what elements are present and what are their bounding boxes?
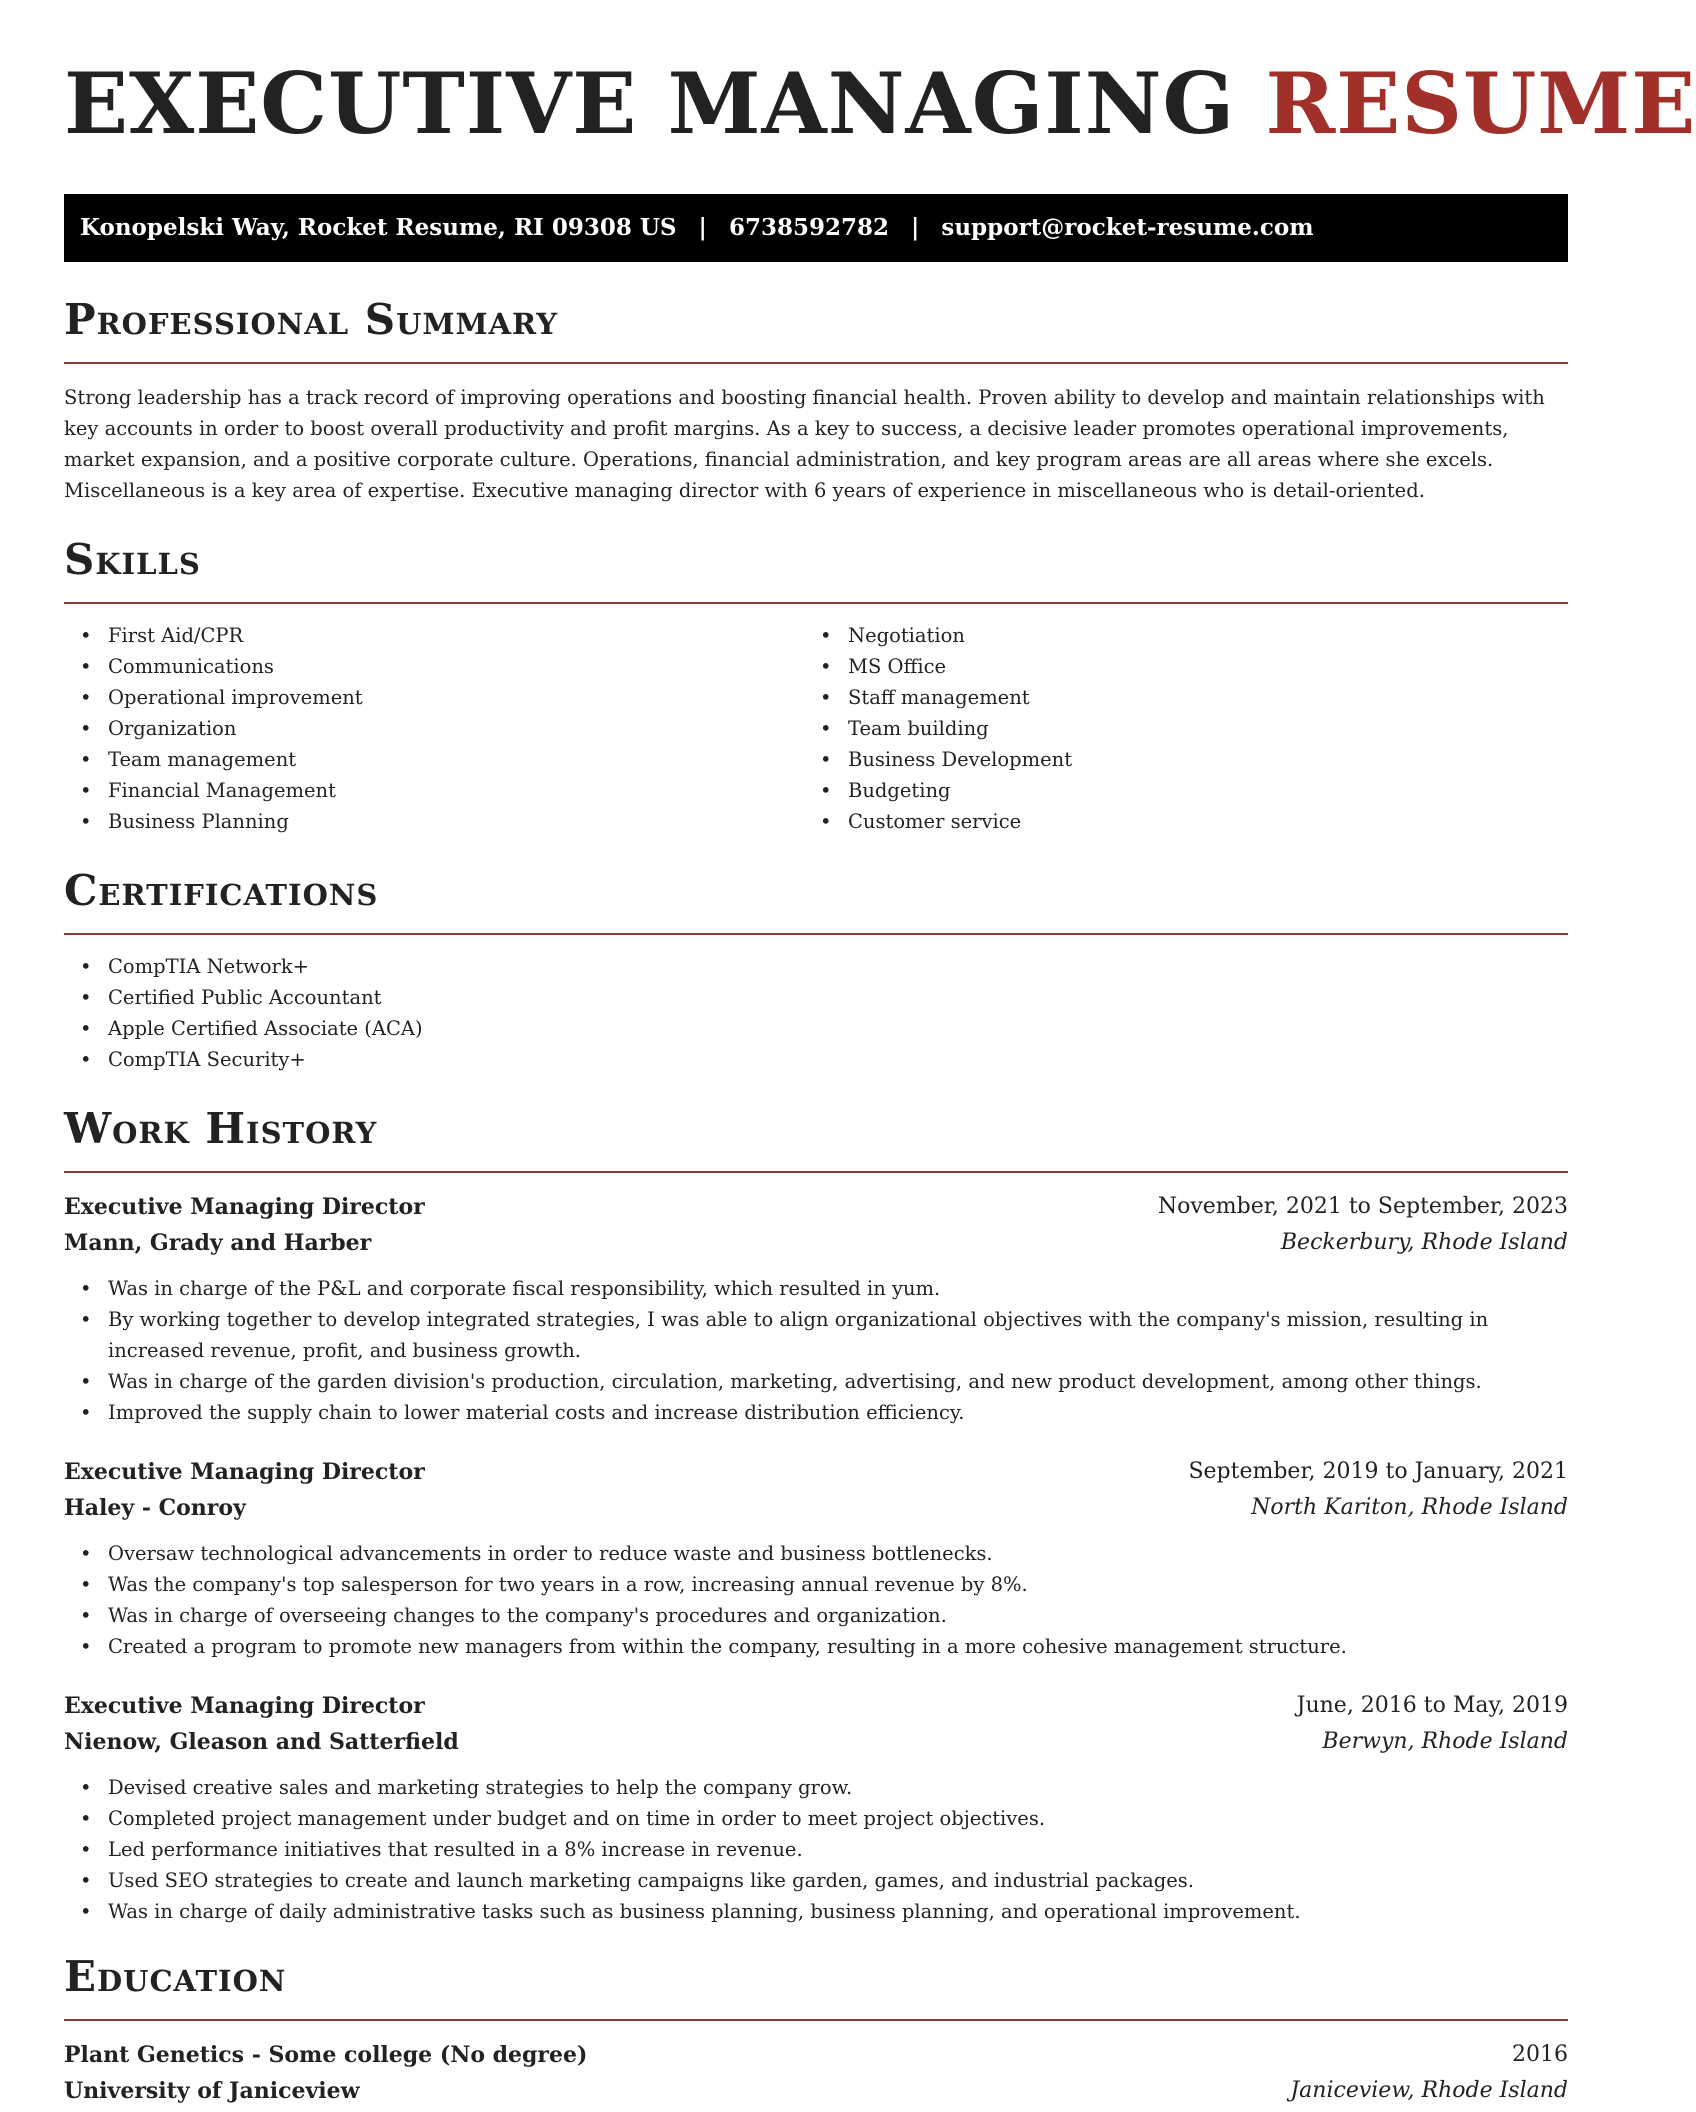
section-divider bbox=[64, 1171, 1568, 1173]
job-company: Nienow, Gleason and Satterfield bbox=[64, 1729, 459, 1755]
work-history-title: Work History bbox=[64, 1104, 378, 1153]
skill-item: • Staff management bbox=[804, 682, 1544, 713]
job-company-row bbox=[64, 1225, 1568, 1261]
job-company-row bbox=[64, 1490, 1568, 1526]
job-header-row bbox=[64, 1454, 1568, 1490]
education-school-row bbox=[64, 2073, 1568, 2109]
job-location: North Kariton, Rhode Island bbox=[1251, 1495, 1568, 1520]
job-dates: September, 2019 to January, 2021 bbox=[1188, 1459, 1568, 1484]
job-bullets bbox=[64, 1772, 1568, 1927]
job-bullets bbox=[64, 1273, 1568, 1428]
skill-item: • Organization bbox=[64, 713, 804, 744]
education-section bbox=[64, 1949, 1568, 2109]
skills-column-left bbox=[64, 620, 804, 837]
skills-column-right bbox=[804, 620, 1544, 837]
name-last: RESUME bbox=[1265, 54, 1696, 153]
job-bullet: • Was in charge of the garden division's production, circulation, marketing, advertising, and new product development, among other things. bbox=[64, 1366, 1568, 1397]
certification-item: • CompTIA Network+ bbox=[64, 951, 1568, 982]
name-first: EXECUTIVE MANAGING bbox=[64, 54, 1236, 153]
education-degree-row bbox=[64, 2037, 1568, 2073]
contact-separator: | bbox=[698, 214, 707, 241]
job-bullet: • Was in charge of daily administrative tasks such as business planning, business planning, and operational improvement. bbox=[64, 1896, 1568, 1927]
job-bullets bbox=[64, 1538, 1568, 1662]
job-bullet: • Oversaw technological advancements in order to reduce waste and business bottlenecks. bbox=[64, 1538, 1568, 1569]
job-entry bbox=[64, 1688, 1568, 1927]
job-title: Executive Managing Director bbox=[64, 1693, 425, 1719]
summary-title: Professional Summary bbox=[64, 295, 558, 344]
section-divider bbox=[64, 933, 1568, 935]
contact-email: support@rocket-resume.com bbox=[941, 214, 1314, 241]
contact-address: Konopelski Way, Rocket Resume, RI 09308 US bbox=[80, 214, 677, 241]
job-company: Haley - Conroy bbox=[64, 1495, 246, 1521]
section-divider bbox=[64, 2019, 1568, 2021]
job-bullet: • Was in charge of the P&L and corporate fiscal responsibility, which resulted in yum. bbox=[64, 1273, 1568, 1304]
certifications-title: Certifications bbox=[64, 866, 379, 915]
skill-item: • First Aid/CPR bbox=[64, 620, 804, 651]
section-divider bbox=[64, 602, 1568, 604]
job-dates: June, 2016 to May, 2019 bbox=[1296, 1693, 1568, 1718]
job-bullet: • Used SEO strategies to create and launch marketing campaigns like garden, games, and industrial packages. bbox=[64, 1865, 1568, 1896]
skills-grid bbox=[64, 620, 1568, 837]
job-bullet: • By working together to develop integrated strategies, I was able to align organizational objectives with the company's mission, resulting in increased revenue, profit, and business growth. bbox=[64, 1304, 1568, 1366]
job-bullet: • Was in charge of overseeing changes to the company's procedures and organization. bbox=[64, 1600, 1568, 1631]
certifications-list bbox=[64, 951, 1568, 1075]
skill-item: • Customer service bbox=[804, 806, 1544, 837]
work-history-section bbox=[64, 1101, 1568, 1927]
skill-item: • Operational improvement bbox=[64, 682, 804, 713]
job-title: Executive Managing Director bbox=[64, 1194, 425, 1220]
skill-item: • MS Office bbox=[804, 651, 1544, 682]
skills-title: Skills bbox=[64, 535, 201, 584]
job-entry bbox=[64, 1189, 1568, 1428]
job-location: Beckerbury, Rhode Island bbox=[1280, 1230, 1568, 1255]
skill-item: • Business Planning bbox=[64, 806, 804, 837]
certification-item: • CompTIA Security+ bbox=[64, 1044, 1568, 1075]
certification-item: • Certified Public Accountant bbox=[64, 982, 1568, 1013]
education-location: Janiceview, Rhode Island bbox=[1290, 2078, 1568, 2103]
job-header-row bbox=[64, 1189, 1568, 1225]
job-dates: November, 2021 to September, 2023 bbox=[1157, 1194, 1568, 1219]
education-entry bbox=[64, 2037, 1568, 2109]
job-header-row bbox=[64, 1688, 1568, 1724]
job-bullet: • Created a program to promote new managers from within the company, resulting in a more cohesive management structure. bbox=[64, 1631, 1568, 1662]
skill-item: • Budgeting bbox=[804, 775, 1544, 806]
section-divider bbox=[64, 362, 1568, 364]
contact-bar bbox=[64, 194, 1568, 262]
skills-section bbox=[64, 532, 1568, 837]
summary-section bbox=[64, 292, 1568, 506]
summary-text: Strong leadership has a track record of improving operations and boosting financial health. Proven ability to develop and maintain relationships with key accounts in order to boost overall productivity and profit margins. As a key to success, a decisive leader promotes operational improvements, market expansion, and a positive corporate culture. Operations, financial administration, and key program areas are all areas where she excels. Miscellaneous is a key area of expertise. Executive managing director with 6 years of experience in miscellaneous who is detail-oriented. bbox=[64, 386, 1545, 502]
job-bullet: • Was the company's top salesperson for two years in a row, increasing annual revenue by 8%. bbox=[64, 1569, 1568, 1600]
skill-item: • Business Development bbox=[804, 744, 1544, 775]
job-bullet: • Devised creative sales and marketing strategies to help the company grow. bbox=[64, 1772, 1568, 1803]
job-bullet: • Led performance initiatives that resulted in a 8% increase in revenue. bbox=[64, 1834, 1568, 1865]
job-bullet: • Completed project management under budget and on time in order to meet project objectives. bbox=[64, 1803, 1568, 1834]
job-company-row bbox=[64, 1724, 1568, 1760]
certifications-section bbox=[64, 863, 1568, 1075]
job-location: Berwyn, Rhode Island bbox=[1322, 1729, 1568, 1754]
job-title: Executive Managing Director bbox=[64, 1459, 425, 1485]
certification-item: • Apple Certified Associate (ACA) bbox=[64, 1013, 1568, 1044]
job-bullet: • Improved the supply chain to lower material costs and increase distribution efficiency. bbox=[64, 1397, 1568, 1428]
education-year: 2016 bbox=[1512, 2042, 1568, 2067]
education-title: Education bbox=[64, 1952, 287, 2001]
contact-separator: | bbox=[911, 214, 920, 241]
education-degree: Plant Genetics - Some college (No degree) bbox=[64, 2042, 588, 2068]
skill-item: • Communications bbox=[64, 651, 804, 682]
skill-item: • Team management bbox=[64, 744, 804, 775]
resume-name-heading bbox=[64, 52, 1696, 156]
job-company: Mann, Grady and Harber bbox=[64, 1230, 372, 1256]
contact-phone: 6738592782 bbox=[728, 214, 889, 241]
skill-item: • Team building bbox=[804, 713, 1544, 744]
job-entry bbox=[64, 1454, 1568, 1662]
skill-item: • Negotiation bbox=[804, 620, 1544, 651]
education-school: University of Janiceview bbox=[64, 2078, 360, 2104]
skill-item: • Financial Management bbox=[64, 775, 804, 806]
